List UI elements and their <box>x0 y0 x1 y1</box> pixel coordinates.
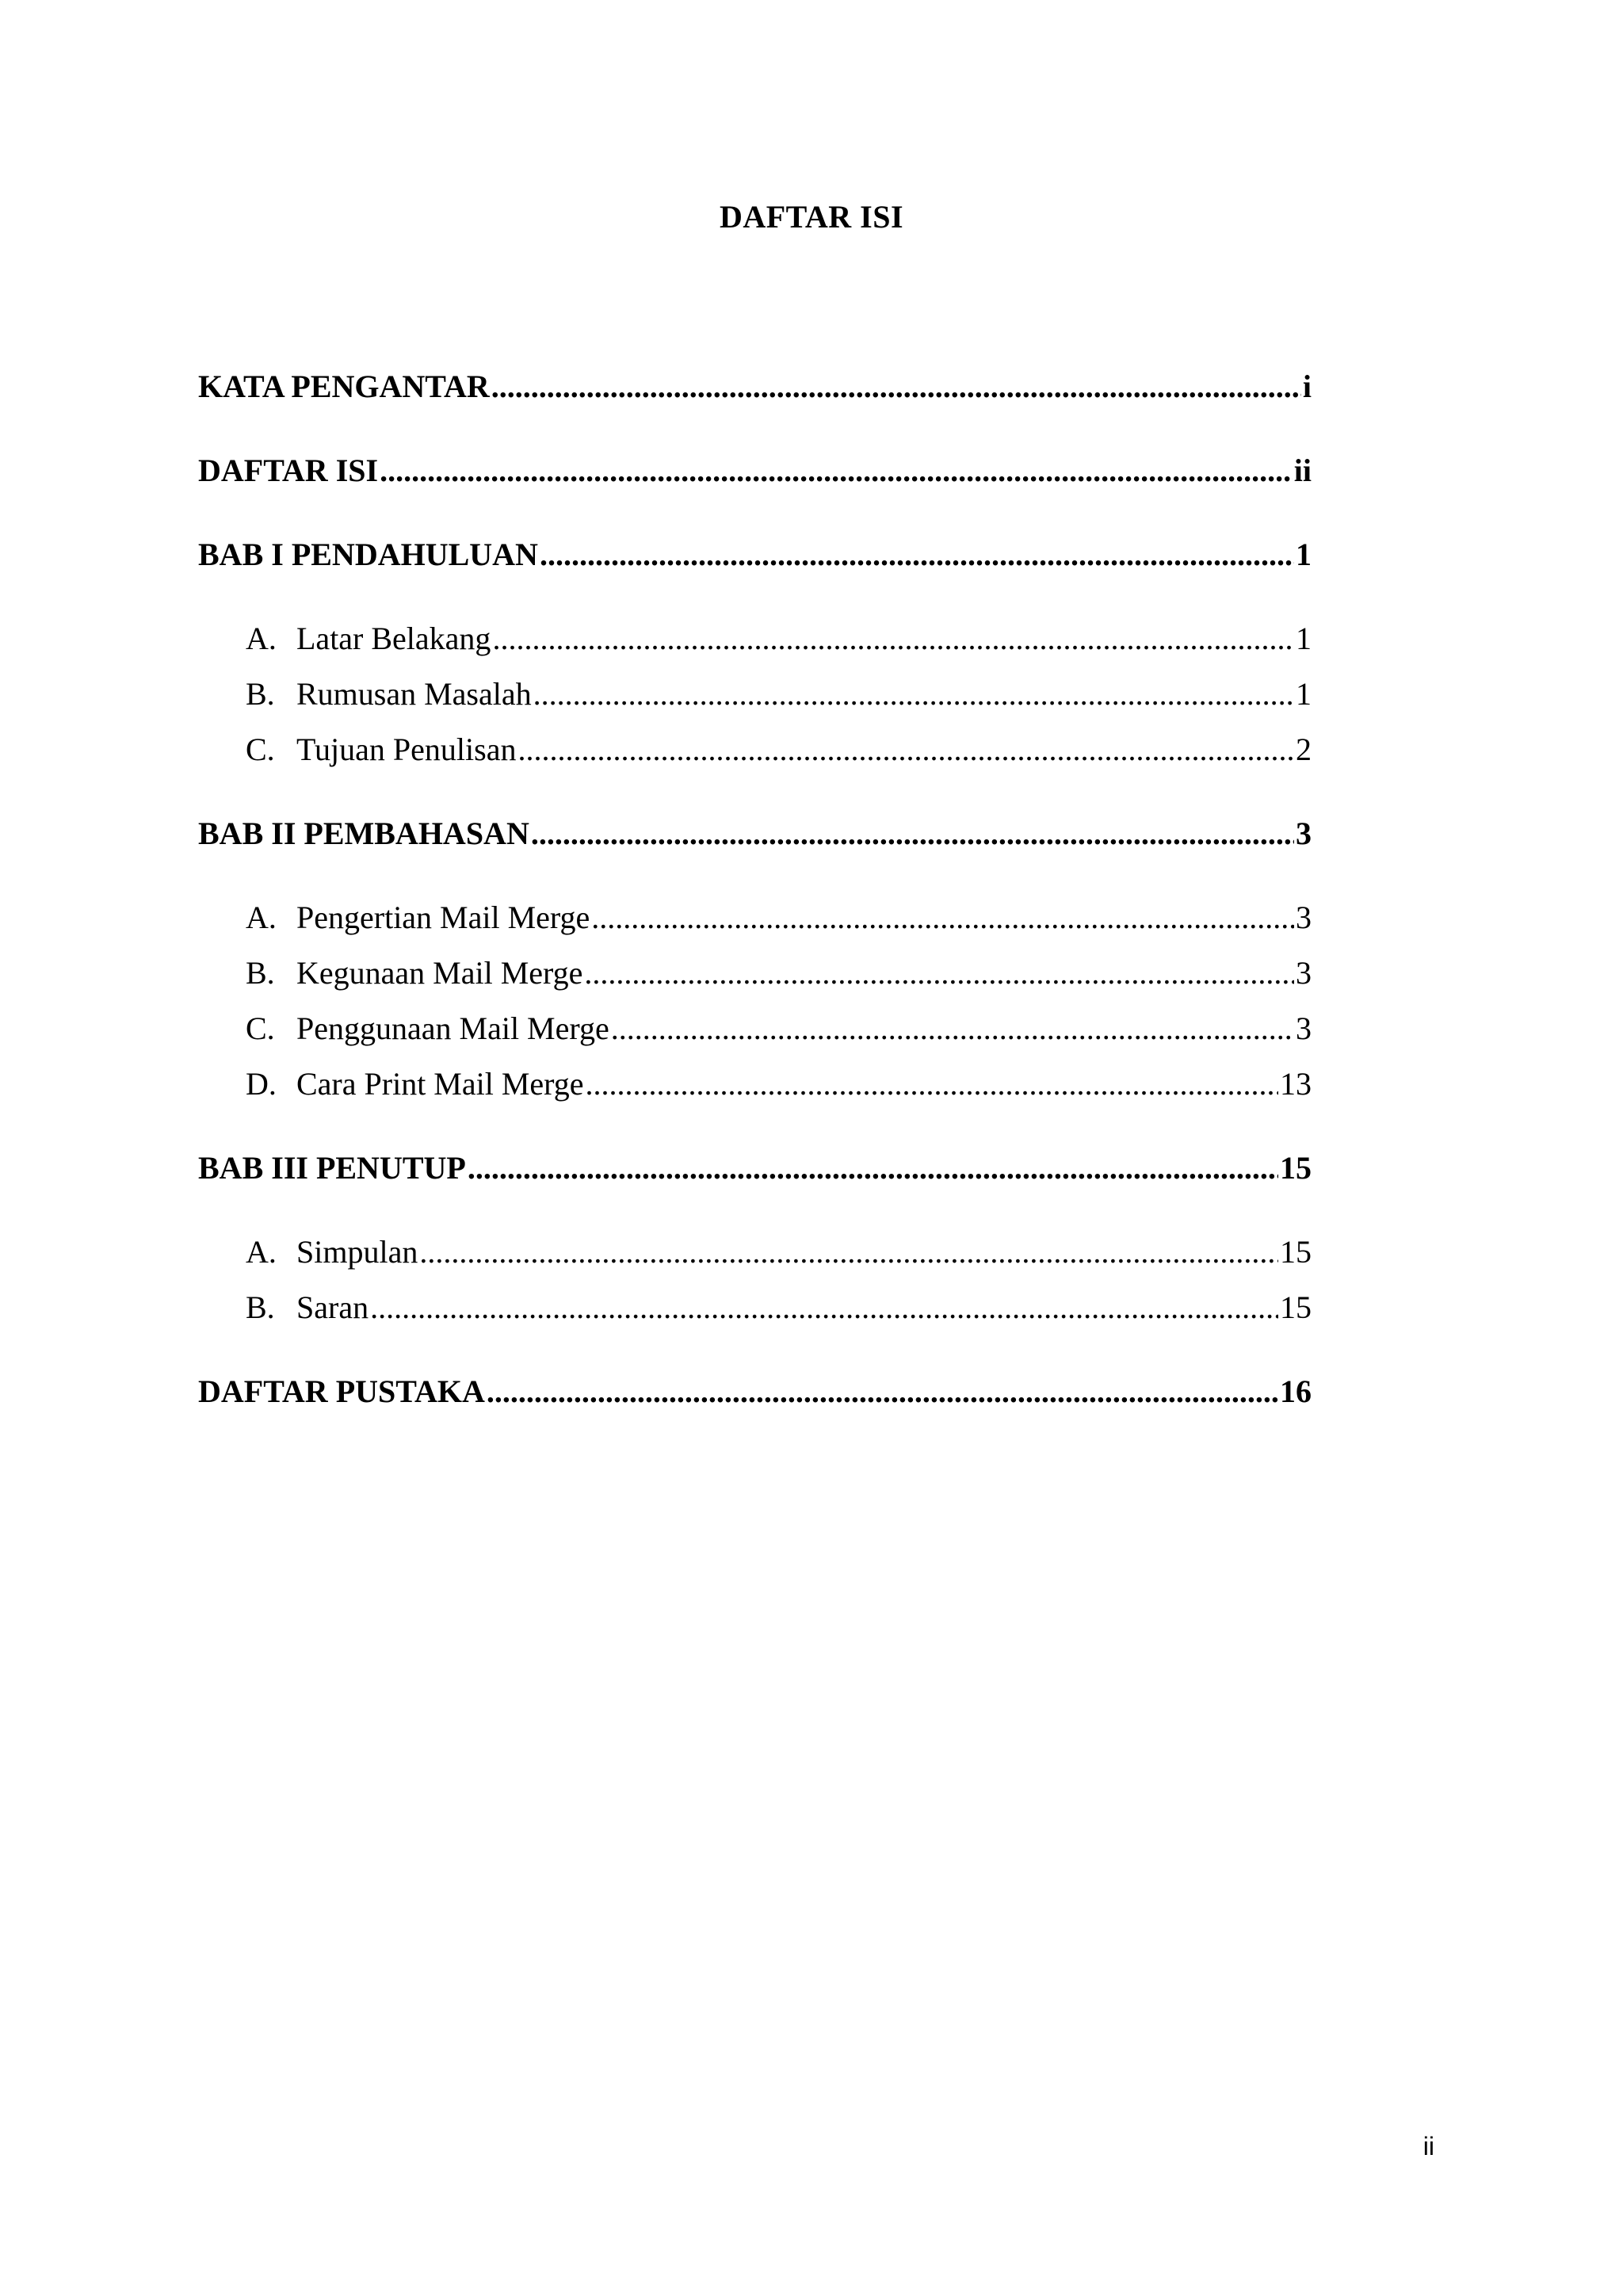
toc-entry-text: Simpulan <box>296 1234 418 1270</box>
toc-entry-text: Saran <box>296 1289 369 1325</box>
toc-entry-text: BAB II PEMBAHASAN <box>198 816 529 851</box>
toc-entry-text: Cara Print Mail Merge <box>296 1066 584 1102</box>
toc-page-number: 16 <box>1280 1373 1312 1409</box>
toc-leader <box>370 1284 1278 1331</box>
toc-entry-tujuan-penulisan[interactable] <box>246 726 1312 774</box>
toc-page-number: 15 <box>1280 1150 1312 1186</box>
toc-entry-text: KATA PENGANTAR <box>198 369 490 404</box>
toc-entry-kata-pengantar[interactable] <box>198 363 1312 411</box>
toc-entry-letter: C. <box>246 1010 275 1046</box>
toc-entry-pengertian-mail-merge[interactable] <box>246 894 1312 942</box>
toc-entry-text: Tujuan Penulisan <box>296 732 517 767</box>
toc-entry-rumusan-masalah[interactable] <box>246 670 1312 718</box>
toc-entry-simpulan[interactable] <box>246 1228 1312 1276</box>
toc-entry-text: BAB I PENDAHULUAN <box>198 537 538 572</box>
toc-leader <box>487 1368 1278 1415</box>
toc-entry-bab-i[interactable] <box>198 531 1312 579</box>
toc-entry-text: DAFTAR ISI <box>198 453 379 488</box>
toc-entry-text: BAB III PENUTUP <box>198 1150 466 1186</box>
toc-entry-text: DAFTAR PUSTAKA <box>198 1373 485 1409</box>
toc-entry-letter: B. <box>246 1289 275 1325</box>
toc-leader <box>611 1005 1294 1052</box>
toc-page-number: 15 <box>1280 1289 1312 1325</box>
toc-page-number: 3 <box>1296 955 1312 991</box>
toc-leader <box>586 1060 1278 1108</box>
toc-leader <box>491 363 1301 411</box>
toc-entry-text: Penggunaan Mail Merge <box>296 1010 609 1046</box>
toc-entry-text: Pengertian Mail Merge <box>296 900 590 935</box>
toc-entry-text: Latar Belakang <box>296 621 491 656</box>
toc-page-number: 15 <box>1280 1234 1312 1270</box>
toc-leader <box>533 670 1294 718</box>
toc-entry-saran[interactable] <box>246 1284 1312 1331</box>
toc-leader <box>531 810 1294 858</box>
toc-leader <box>492 615 1294 663</box>
toc-leader <box>517 726 1294 774</box>
toc-entry-letter: B. <box>246 676 275 712</box>
toc-entry-daftar-isi[interactable] <box>198 447 1312 495</box>
toc-entry-penggunaan-mail-merge[interactable] <box>246 1005 1312 1052</box>
toc-entry-letter: A. <box>246 1234 277 1270</box>
toc-entry-cara-print-mail-merge[interactable] <box>246 1060 1312 1108</box>
toc-leader <box>540 531 1294 579</box>
page-title: DAFTAR ISI <box>719 199 904 235</box>
toc-page-number: 3 <box>1296 1010 1312 1046</box>
toc-entry-letter: C. <box>246 732 275 767</box>
toc-page-number: ii <box>1293 453 1312 488</box>
toc-entry-bab-iii[interactable] <box>198 1144 1312 1192</box>
page-number: ii <box>1423 2132 1434 2160</box>
toc-page-number: 1 <box>1296 676 1312 712</box>
toc-entry-bab-ii[interactable] <box>198 810 1312 858</box>
toc-page-number: 2 <box>1296 732 1312 767</box>
toc-page-number: 1 <box>1296 537 1312 572</box>
toc-leader <box>380 447 1293 495</box>
toc-entry-latar-belakang[interactable] <box>246 615 1312 663</box>
toc-entry-text: Rumusan Masalah <box>296 676 532 712</box>
toc-page-number: 3 <box>1296 900 1312 935</box>
toc-leader <box>468 1144 1278 1192</box>
toc-entry-kegunaan-mail-merge[interactable] <box>246 949 1312 997</box>
toc-entry-text: Kegunaan Mail Merge <box>296 955 583 991</box>
toc-leader <box>584 949 1294 997</box>
toc-entry-daftar-pustaka[interactable] <box>198 1368 1312 1415</box>
toc-leader <box>591 894 1294 942</box>
toc-entry-letter: B. <box>246 955 275 991</box>
toc-page-number: 1 <box>1296 621 1312 656</box>
toc-page-number: i <box>1302 369 1312 404</box>
toc-entry-letter: A. <box>246 900 277 935</box>
toc-entry-letter: D. <box>246 1066 277 1102</box>
toc-leader <box>419 1228 1278 1276</box>
toc-page-number: 13 <box>1280 1066 1312 1102</box>
toc-entry-letter: A. <box>246 621 277 656</box>
toc-page-number: 3 <box>1296 816 1312 851</box>
